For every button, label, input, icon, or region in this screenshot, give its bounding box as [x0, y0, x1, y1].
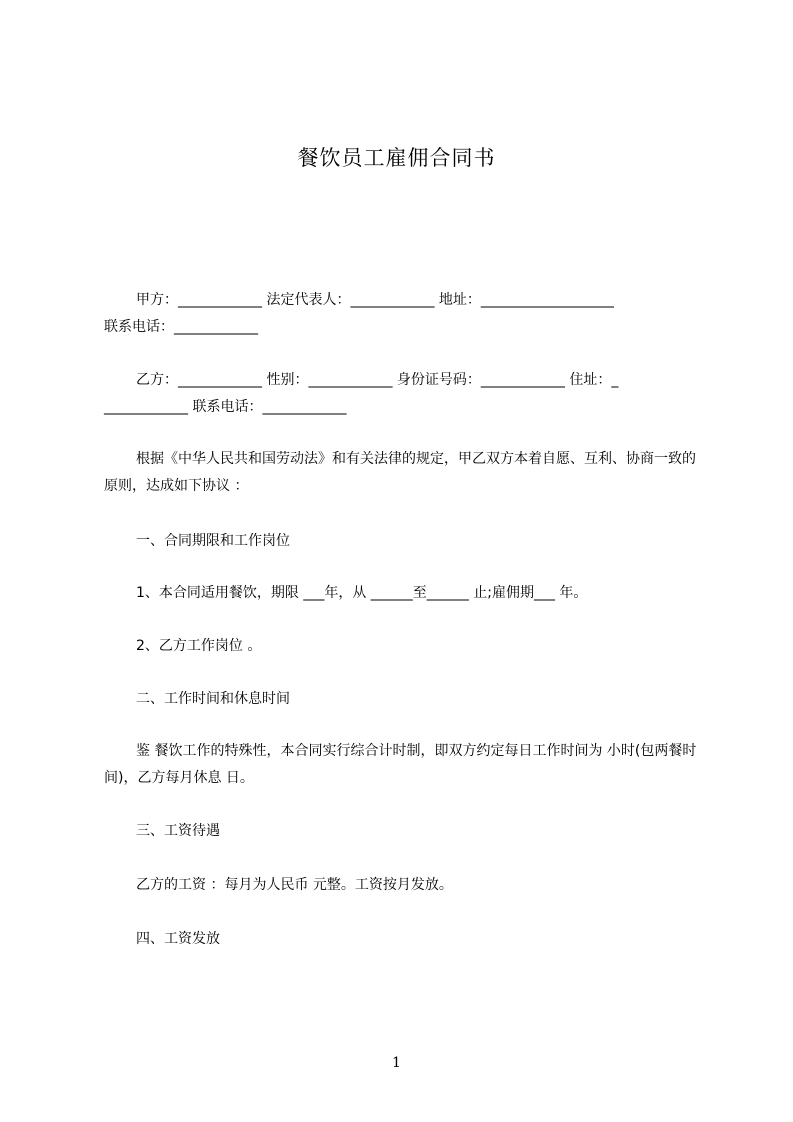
- party-b-continuation-line: ____________ 联系电话：____________: [104, 399, 347, 415]
- clause-2-paragraph: 鉴 餐饮工作的特殊性，本合同实行综合计时制，即双方约定每日工作时间为 小时(包两餐时间)，乙方每月休息 日。: [104, 743, 697, 786]
- preamble-paragraph: 根据《中华人民共和国劳动法》和有关法律的规定，甲乙双方本着自愿、互利、协商一致的原则，达成如下协议 ：: [104, 451, 696, 494]
- clause-3: 乙方的工资 ：每月为人民币 元整。工资按月发放。: [136, 877, 453, 893]
- clause-1-1: 1、本合同适用餐饮，期限 ___年，从 ______至______ 止;雇佣期___ 年。: [136, 585, 588, 601]
- section-heading-4: 四、工资发放: [136, 931, 220, 947]
- clause-1-2: 2、乙方工作岗位 。: [136, 638, 262, 654]
- document-title: 餐饮员工雇佣合同书: [297, 146, 496, 170]
- party-b-line: 乙方：____________ 性别：____________ 身份证号码：____________ 住址：_: [136, 372, 619, 388]
- party-a-phone-line: 联系电话：____________: [104, 319, 258, 335]
- page-number: 1: [392, 1055, 401, 1071]
- section-heading-3: 三、工资待遇: [136, 823, 220, 839]
- section-heading-1: 一、合同期限和工作岗位: [136, 533, 290, 549]
- party-a-line: 甲方：____________ 法定代表人：____________ 地址：___________________: [136, 292, 614, 308]
- section-heading-2: 二、工作时间和休息时间: [136, 691, 290, 707]
